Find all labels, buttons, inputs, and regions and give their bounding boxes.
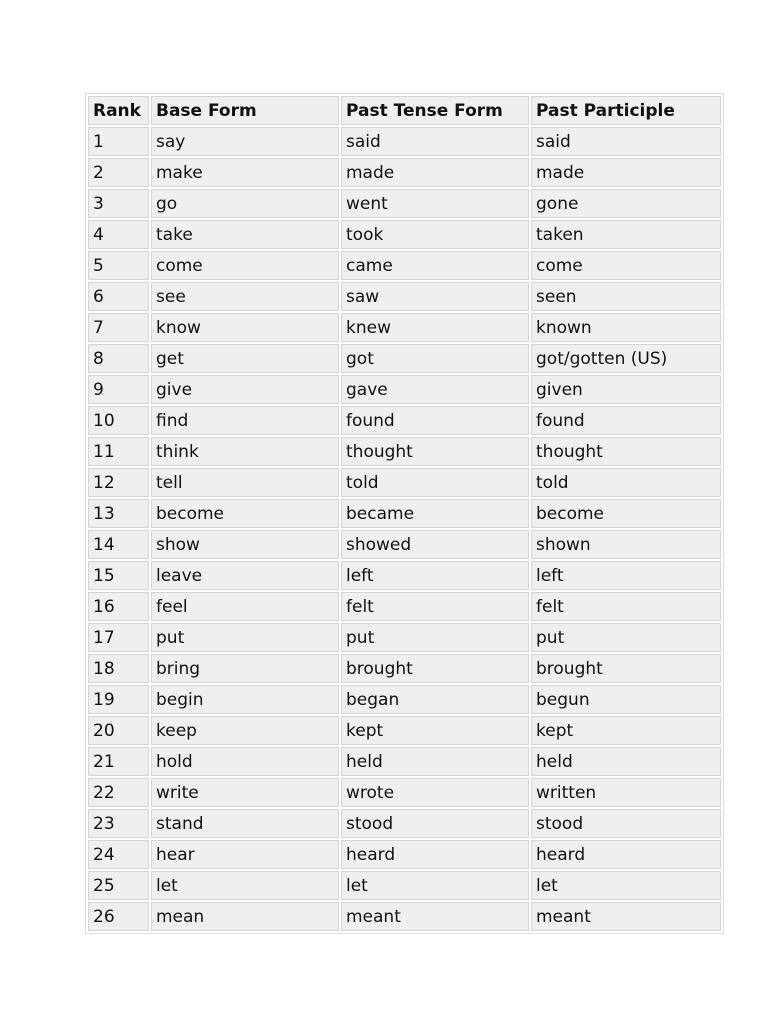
cell-base-form: give [151, 375, 339, 404]
cell-base-form: mean [151, 902, 339, 931]
cell-rank: 15 [88, 561, 149, 590]
cell-past-participle: become [531, 499, 721, 528]
table-row [88, 840, 721, 869]
cell-rank: 22 [88, 778, 149, 807]
cell-base-form: begin [151, 685, 339, 714]
cell-past-participle: meant [531, 902, 721, 931]
table-row [88, 654, 721, 683]
cell-past-participle: taken [531, 220, 721, 249]
cell-past-participle: known [531, 313, 721, 342]
cell-past-tense-form: made [341, 158, 529, 187]
cell-past-participle: left [531, 561, 721, 590]
cell-base-form: bring [151, 654, 339, 683]
cell-base-form: let [151, 871, 339, 900]
cell-rank: 23 [88, 809, 149, 838]
table-header [88, 96, 721, 125]
cell-rank: 4 [88, 220, 149, 249]
cell-rank: 26 [88, 902, 149, 931]
table-row [88, 313, 721, 342]
cell-past-tense-form: kept [341, 716, 529, 745]
cell-base-form: say [151, 127, 339, 156]
table-row [88, 406, 721, 435]
cell-past-tense-form: felt [341, 592, 529, 621]
cell-rank: 8 [88, 344, 149, 373]
cell-base-form: think [151, 437, 339, 466]
cell-base-form: hold [151, 747, 339, 776]
header-row [88, 96, 721, 125]
cell-base-form: come [151, 251, 339, 280]
table-row [88, 902, 721, 931]
cell-base-form: know [151, 313, 339, 342]
cell-past-tense-form: brought [341, 654, 529, 683]
cell-rank: 19 [88, 685, 149, 714]
cell-rank: 12 [88, 468, 149, 497]
cell-rank: 2 [88, 158, 149, 187]
table-row [88, 778, 721, 807]
cell-past-participle: found [531, 406, 721, 435]
cell-rank: 16 [88, 592, 149, 621]
cell-past-tense-form: became [341, 499, 529, 528]
cell-past-tense-form: told [341, 468, 529, 497]
table-row [88, 375, 721, 404]
table-row [88, 220, 721, 249]
table-row [88, 871, 721, 900]
cell-rank: 18 [88, 654, 149, 683]
cell-base-form: stand [151, 809, 339, 838]
cell-base-form: tell [151, 468, 339, 497]
cell-past-tense-form: let [341, 871, 529, 900]
cell-past-tense-form: thought [341, 437, 529, 466]
table-row [88, 530, 721, 559]
cell-past-participle: kept [531, 716, 721, 745]
cell-base-form: feel [151, 592, 339, 621]
cell-base-form: find [151, 406, 339, 435]
table-row [88, 437, 721, 466]
cell-past-tense-form: went [341, 189, 529, 218]
cell-rank: 10 [88, 406, 149, 435]
cell-past-participle: told [531, 468, 721, 497]
cell-base-form: hear [151, 840, 339, 869]
cell-past-participle: let [531, 871, 721, 900]
cell-past-tense-form: gave [341, 375, 529, 404]
cell-past-participle: shown [531, 530, 721, 559]
cell-past-tense-form: knew [341, 313, 529, 342]
cell-rank: 21 [88, 747, 149, 776]
cell-rank: 17 [88, 623, 149, 652]
table-row [88, 809, 721, 838]
cell-past-tense-form: took [341, 220, 529, 249]
cell-past-participle: heard [531, 840, 721, 869]
table-row [88, 685, 721, 714]
cell-rank: 7 [88, 313, 149, 342]
cell-past-participle: held [531, 747, 721, 776]
cell-base-form: get [151, 344, 339, 373]
cell-past-participle: said [531, 127, 721, 156]
cell-past-tense-form: showed [341, 530, 529, 559]
cell-base-form: show [151, 530, 339, 559]
cell-rank: 3 [88, 189, 149, 218]
cell-past-participle: got/gotten (US) [531, 344, 721, 373]
cell-past-participle: made [531, 158, 721, 187]
table-row [88, 623, 721, 652]
cell-past-participle: begun [531, 685, 721, 714]
header-base-form: Base Form [151, 96, 339, 125]
cell-base-form: keep [151, 716, 339, 745]
cell-base-form: become [151, 499, 339, 528]
table-row [88, 561, 721, 590]
cell-past-participle: felt [531, 592, 721, 621]
table-row [88, 716, 721, 745]
header-past-participle: Past Participle [531, 96, 721, 125]
cell-past-tense-form: said [341, 127, 529, 156]
table-row [88, 747, 721, 776]
cell-rank: 5 [88, 251, 149, 280]
table-row [88, 468, 721, 497]
cell-past-tense-form: held [341, 747, 529, 776]
irregular-verbs-table [85, 93, 724, 934]
table-row [88, 158, 721, 187]
cell-rank: 20 [88, 716, 149, 745]
cell-rank: 14 [88, 530, 149, 559]
cell-rank: 13 [88, 499, 149, 528]
cell-past-tense-form: found [341, 406, 529, 435]
cell-base-form: take [151, 220, 339, 249]
cell-past-tense-form: heard [341, 840, 529, 869]
cell-past-participle: brought [531, 654, 721, 683]
cell-past-tense-form: came [341, 251, 529, 280]
table-row [88, 344, 721, 373]
cell-rank: 11 [88, 437, 149, 466]
cell-past-tense-form: got [341, 344, 529, 373]
cell-past-participle: gone [531, 189, 721, 218]
cell-past-participle: written [531, 778, 721, 807]
cell-past-tense-form: stood [341, 809, 529, 838]
table-row [88, 251, 721, 280]
table-body [88, 127, 721, 931]
table-row [88, 282, 721, 311]
table-row [88, 127, 721, 156]
table-row [88, 592, 721, 621]
cell-past-tense-form: put [341, 623, 529, 652]
cell-past-tense-form: began [341, 685, 529, 714]
cell-past-participle: seen [531, 282, 721, 311]
cell-past-tense-form: meant [341, 902, 529, 931]
cell-rank: 1 [88, 127, 149, 156]
header-past-tense-form: Past Tense Form [341, 96, 529, 125]
cell-past-tense-form: wrote [341, 778, 529, 807]
cell-rank: 9 [88, 375, 149, 404]
cell-rank: 25 [88, 871, 149, 900]
cell-base-form: leave [151, 561, 339, 590]
table-row [88, 189, 721, 218]
table-row [88, 499, 721, 528]
cell-base-form: make [151, 158, 339, 187]
cell-base-form: see [151, 282, 339, 311]
cell-past-participle: stood [531, 809, 721, 838]
cell-base-form: put [151, 623, 339, 652]
cell-past-participle: put [531, 623, 721, 652]
cell-rank: 6 [88, 282, 149, 311]
cell-past-tense-form: saw [341, 282, 529, 311]
cell-past-participle: come [531, 251, 721, 280]
cell-base-form: write [151, 778, 339, 807]
cell-rank: 24 [88, 840, 149, 869]
cell-past-participle: thought [531, 437, 721, 466]
cell-base-form: go [151, 189, 339, 218]
cell-past-participle: given [531, 375, 721, 404]
header-rank: Rank [88, 96, 149, 125]
cell-past-tense-form: left [341, 561, 529, 590]
